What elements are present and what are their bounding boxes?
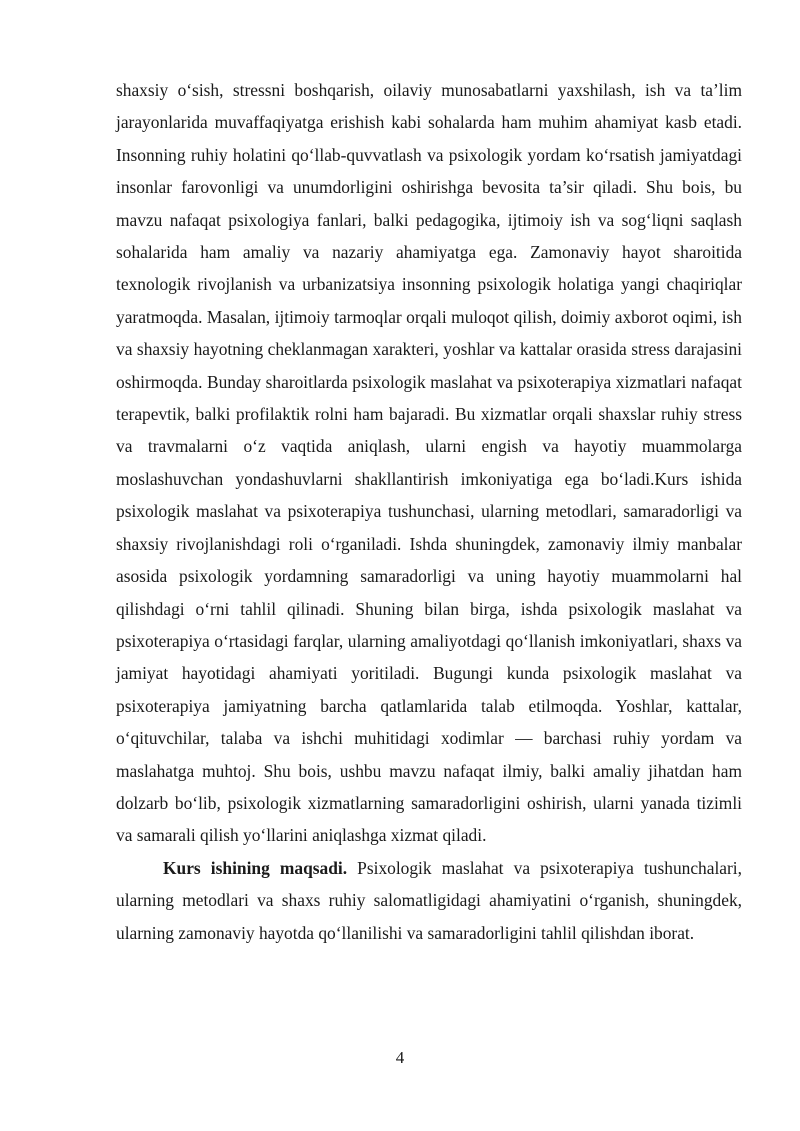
document-page — [116, 74, 742, 949]
goal-paragraph — [116, 852, 742, 949]
page-number: 4 — [395, 1048, 405, 1067]
body-paragraph — [116, 74, 742, 852]
paragraph-text: shaxsiy o‘sish, stressni boshqarish, oilaviy munosabatlarni yaxshilash, ish va ta’lim jarayonlarida muvaffaqiyatga erishish kabi sohalarda ham muhim ahamiyat kasb etadi. Insonning ruhiy holatini qo‘llab-quvvatlash va psixologik yordam ko‘rsatish jamiyatdagi insonlar farovonligi va unumdorligini oshirishga bevosita ta’sir qiladi. Shu bois, bu mavzu nafaqat psixologiya fanlari, balki pedagogika, ijtimoiy ish va sog‘liqni saqlash sohalarida ham amaliy va nazariy ahamiyatga ega. Zamonaviy hayot sharoitida texnologik rivojlanish va urbanizatsiya insonning psixologik holatiga yangi chaqiriqlar yaratmoqda. Masalan, ijtimoiy tarmoqlar orqali muloqot qilish, doimiy axborot oqimi, ish va shaxsiy hayotning cheklanmagan xarakteri, yoshlar va kattalar orasida stress darajasini oshirmoqda. Bunday sharoitlarda psixologik maslahat va psixoterapiya xizmatlari nafaqat terapevtik, balki profilaktik rolni ham bajaradi. Bu xizmatlar orqali shaxslar ruhiy stress va travmalarni o‘z vaqtida aniqlash, ularni engish va hayotiy muammolarga moslashuvchan yondashuvlarni shakllantirish imkoniyatiga ega bo‘ladi.Kurs ishida psixologik maslahat va psixoterapiya tushunchasi, ularning metodlari, samaradorligi va shaxsiy rivojlanishdagi roli o‘rganiladi. Ishda shuningdek, zamonaviy ilmiy manbalar asosida psixologik yordamning samaradorligi va uning hayotiy muammolarni hal qilishdagi o‘rni tahlil qilinadi. Shuning bilan birga, ishda psixologik maslahat va psixoterapiya o‘rtasidagi farqlar, ularning amaliyotdagi qo‘llanish imkoniyatlari, shaxs va jamiyat hayotidagi ahamiyati yoritiladi. Bugungi kunda psixologik maslahat va psixoterapiya jamiyatning barcha qatlamlarida talab etilmoqda. Yoshlar, kattalar, o‘qituvchilar, talaba va ishchi muhitidagi xodimlar — barchasi ruhiy yordam va maslahatga muhtoj. Shu bois, ushbu mavzu nafaqat ilmiy, balki amaliy jihatdan ham dolzarb bo‘lib, psixologik xizmatlarning samaradorligini oshirish, ularni yanada tizimli va samarali qilish yo‘llarini aniqlashga xizmat qiladi. — [116, 80, 742, 846]
paragraph-lead-heading: Kurs ishining maqsadi. — [163, 857, 348, 878]
paragraph-text: Psixologik maslahat va psixoterapiya tushunchalari, ularning metodlari va shaxs ruhiy salomatligidagi ahamiyatini o‘rganish, shuningdek, ularning zamonaviy hayotda qo‘llanilishi va samaradorligini tahlil qilishdan iborat. — [116, 857, 742, 943]
